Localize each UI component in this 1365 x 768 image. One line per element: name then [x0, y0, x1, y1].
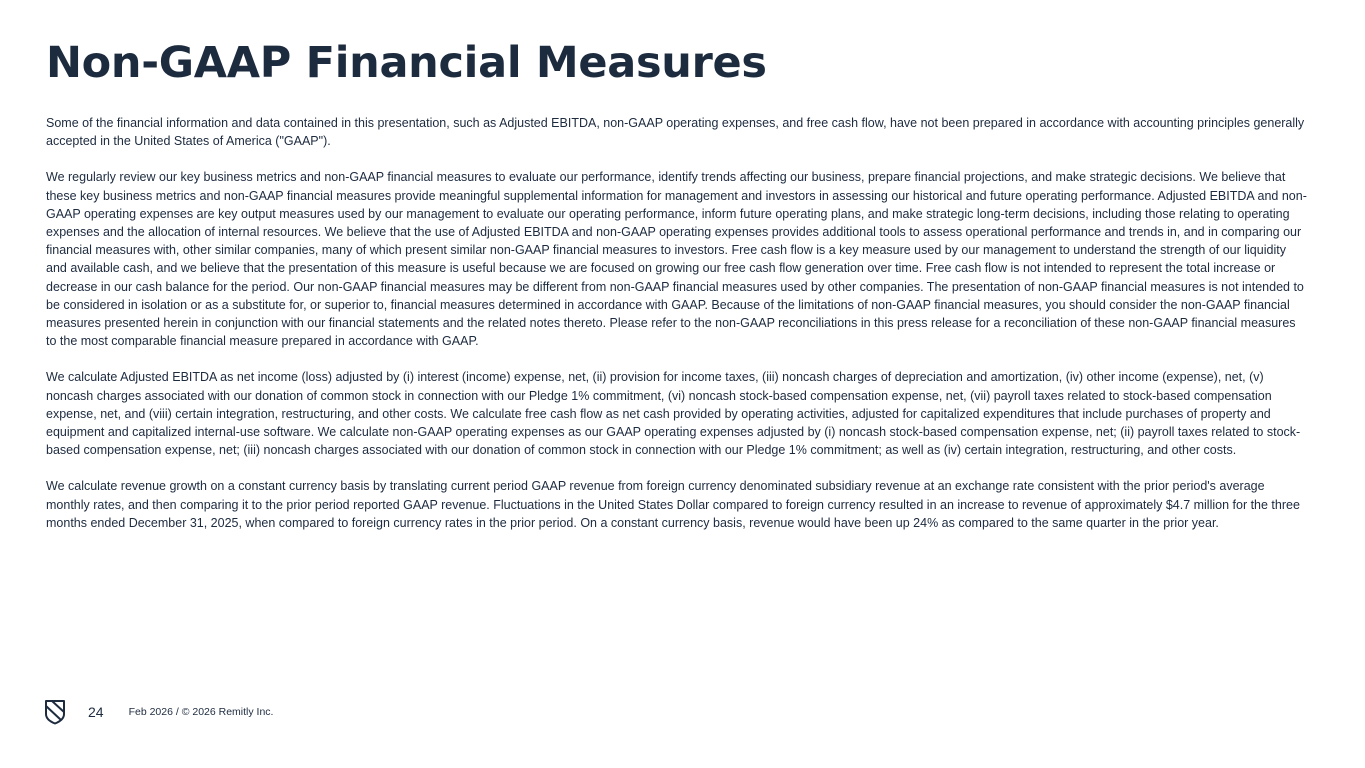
page-number: 24 — [88, 704, 104, 720]
remitly-shield-icon — [44, 699, 66, 725]
footer — [44, 698, 273, 726]
paragraph-gaap-intro: Some of the financial information and data contained in this presentation, such as Adjusted EBITDA, non-GAAP operating expenses, and free cash flow, have not been prepared in accordance with accounting principles generally accepted in the United States of America ("GAAP"). — [46, 116, 1305, 149]
body-text — [46, 114, 1308, 550]
paragraph-constant-currency: We calculate revenue growth on a constant currency basis by translating current period GAAP revenue from foreign currency denominated subsidiary revenue at an exchange rate consistent with the prior period's average monthly rates, and then comparing it to the prior period reported GAAP revenue. Fluctuations in the United States Dollar compared to foreign currency resulted in an increase to revenue of approximately $4.7 million for the three months ended December 31, 2025, when compared to foreign currency rates in the prior period. On a constant currency basis, revenue would have been up 24% as compared to the same quarter in the prior year. — [46, 479, 1300, 530]
paragraph-business-metrics: We regularly review our key business metrics and non-GAAP financial measures to evaluate our performance, identify trends affecting our business, prepare financial projections, and make strategic decisions. We believe that these key business metrics and non-GAAP financial measures provide meaningful supplemental information for management and investors in assessing our historical and future operating performance. Adjusted EBITDA and non-GAAP operating expenses are key output measures used by our management to evaluate our operating performance, inform future operating plans, and make strategic long-term decisions, including those relating to operating expenses and the allocation of internal resources. We believe that the use of Adjusted EBITDA and non-GAAP operating expenses provides additional tools to assess operational performance and trends in, and in comparing our financial measures with, other similar companies, many of which present similar non-GAAP financial measures to investors. Free cash flow is a key measure used by our management to understand the strength of our liquidity and available cash, and we believe that the presentation of this measure is useful because we are focused on growing our free cash flow generation over time. Free cash flow is not intended to represent the total increase or decrease in our cash balance for the period. Our non-GAAP financial measures may be different from non-GAAP financial measures used by other companies. The presentation of non-GAAP financial measures is not intended to be considered in isolation or as a substitute for, or superior to, financial measures determined in accordance with GAAP. Because of the limitations of non-GAAP financial measures, you should consider the non-GAAP financial measures presented herein in conjunction with our financial statements and the related notes thereto. Please refer to the non-GAAP reconciliations in this press release for a reconciliation of these non-GAAP financial measures to the most comparable financial measure prepared in accordance with GAAP. — [46, 170, 1307, 349]
page-title: Non-GAAP Financial Measures — [46, 38, 767, 88]
paragraph-adjusted-ebitda: We calculate Adjusted EBITDA as net income (loss) adjusted by (i) interest (income) expense, net, (ii) provision for income taxes, (iii) noncash charges of depreciation and amortization, (iv) other income (expense), net, (v) noncash charges associated with our donation of common stock in connection with our Pledge 1% commitment, (vi) noncash stock-based compensation expense, net, (vii) payroll taxes related to stock-based compensation expense, net, and (viii) certain integration, restructuring, and other costs. We calculate free cash flow as net cash provided by operating activities, adjusted for capitalized expenditures that include purchases of property and equipment and capitalized internal-use software. We calculate non-GAAP operating expenses as our GAAP operating expenses adjusted by (i) noncash stock-based compensation expense, net; (ii) payroll taxes related to stock-based compensation expense, net; (iii) noncash charges associated with our donation of common stock in connection with our Pledge 1% commitment; as well as (iv) certain integration, restructuring, and other costs. — [46, 370, 1301, 458]
copyright-text: Feb 2026 / © 2026 Remitly Inc. — [128, 706, 274, 718]
